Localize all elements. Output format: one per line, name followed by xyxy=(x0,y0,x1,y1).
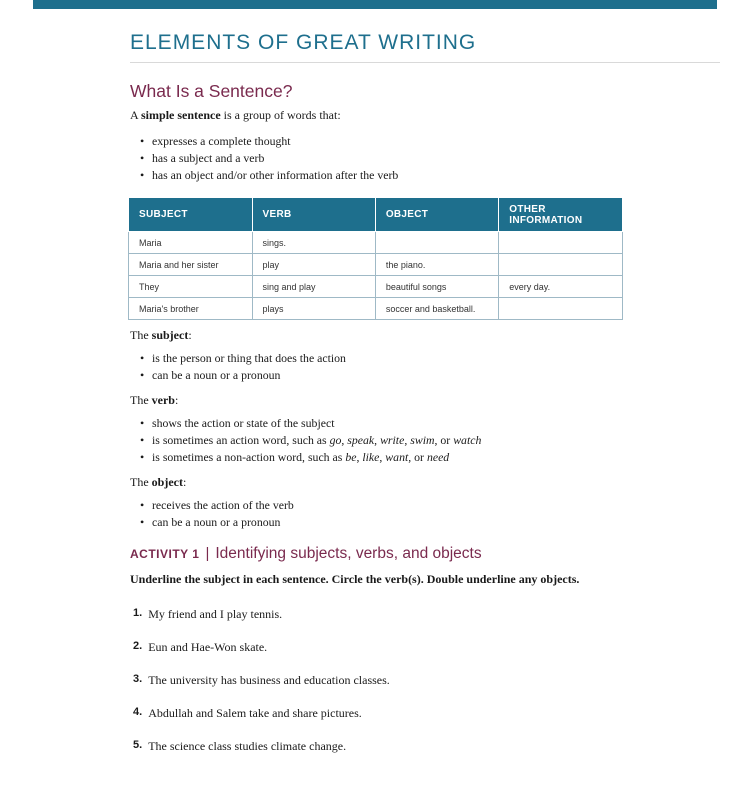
example-word: be xyxy=(345,450,357,464)
exercise-text: Abdullah and Salem take and share pictures. xyxy=(148,706,362,720)
example-word: speak xyxy=(347,433,375,447)
exercise-number: 2. xyxy=(133,640,143,652)
table-cell: plays xyxy=(252,298,375,320)
example-word: watch xyxy=(453,433,482,447)
exercise-text: The science class studies climate change. xyxy=(148,739,347,753)
list-item: • can be a noun or a pronoun xyxy=(140,367,346,384)
list-item: • is sometimes a non-action word, such as be, like, want, or need xyxy=(140,449,481,466)
label-post: : xyxy=(188,328,192,342)
example-word: want xyxy=(385,450,409,464)
object-label xyxy=(130,475,186,490)
label-pre: The xyxy=(130,328,152,342)
intro-pre: A xyxy=(130,108,142,122)
exercise-number: 1. xyxy=(133,607,143,619)
table-row xyxy=(129,254,623,276)
table-cell xyxy=(499,254,623,276)
exercise-number: 4. xyxy=(133,706,143,718)
activity-title: Identifying subjects, verbs, and objects xyxy=(215,545,482,562)
label-pre: The xyxy=(130,393,152,407)
example-word: like xyxy=(362,450,380,464)
page-title: ELEMENTS OF GREAT WRITING xyxy=(130,31,477,54)
exercise-number: 5. xyxy=(133,739,143,751)
subject-label xyxy=(130,328,192,343)
list-item: • shows the action or state of the subject xyxy=(140,415,481,432)
sentence-parts-table xyxy=(128,197,623,320)
example-word: go xyxy=(329,433,342,447)
exercise-text: Eun and Hae-Won skate. xyxy=(148,640,268,654)
list-item: • can be a noun or a pronoun xyxy=(140,514,294,531)
exercise-text: The university has business and education classes. xyxy=(148,673,390,687)
example-word: swim xyxy=(410,433,435,447)
exercise-item xyxy=(133,706,362,721)
table-cell: the piano. xyxy=(375,254,498,276)
table-cell: Maria's brother xyxy=(129,298,253,320)
activity-heading xyxy=(130,545,482,563)
table-cell: soccer and basketball. xyxy=(375,298,498,320)
header-verb: VERB xyxy=(252,198,375,232)
table-cell: sings. xyxy=(252,232,375,254)
table-row xyxy=(129,232,623,254)
list-item: • has an object and/or other information after the verb xyxy=(140,167,398,184)
table-cell: Maria and her sister xyxy=(129,254,253,276)
sentence-bullet-list xyxy=(140,133,398,184)
intro-text xyxy=(130,108,341,123)
header-object: OBJECT xyxy=(375,198,498,232)
verb-label xyxy=(130,393,178,408)
header-other-information: OTHER INFORMATION xyxy=(499,198,623,232)
exercise-item xyxy=(133,607,282,622)
exercise-text: My friend and I play tennis. xyxy=(148,607,283,621)
list-item: • receives the action of the verb xyxy=(140,497,294,514)
exercise-item xyxy=(133,739,346,754)
activity-instructions: Underline the subject in each sentence. Circle the verb(s). Double underline any objects. xyxy=(130,572,580,586)
title-divider xyxy=(130,62,720,63)
verb-bullet-list xyxy=(140,415,481,466)
table-header-row xyxy=(129,198,623,232)
exercise-number: 3. xyxy=(133,673,143,685)
header-subject: SUBJECT xyxy=(129,198,253,232)
subject-bullet-list xyxy=(140,350,346,384)
label-bold: verb xyxy=(151,393,175,407)
intro-post: is a group of words that: xyxy=(220,108,341,122)
table-cell: beautiful songs xyxy=(375,276,498,298)
bullet-text: is sometimes an action word, such as xyxy=(152,433,330,447)
table-cell: every day. xyxy=(499,276,623,298)
intro-bold: simple sentence xyxy=(141,108,221,122)
section-heading: What Is a Sentence? xyxy=(130,81,293,101)
activity-separator: | xyxy=(205,545,210,562)
label-pre: The xyxy=(130,475,152,489)
label-bold: subject xyxy=(151,328,189,342)
table-cell: They xyxy=(129,276,253,298)
example-word: write xyxy=(380,433,405,447)
list-item: • is sometimes an action word, such as go, speak, write, swim, or watch xyxy=(140,432,481,449)
list-item: • has a subject and a verb xyxy=(140,150,398,167)
example-word: need xyxy=(426,450,450,464)
bullet-text: is sometimes a non-action word, such as xyxy=(152,450,346,464)
list-item: • is the person or thing that does the action xyxy=(140,350,346,367)
table-cell xyxy=(499,232,623,254)
table-row xyxy=(129,298,623,320)
object-bullet-list xyxy=(140,497,294,531)
table-row xyxy=(129,276,623,298)
table-cell: Maria xyxy=(129,232,253,254)
top-color-bar xyxy=(33,0,717,9)
table-cell: play xyxy=(252,254,375,276)
exercise-item xyxy=(133,640,267,655)
table-cell: sing and play xyxy=(252,276,375,298)
label-bold: object xyxy=(151,475,183,489)
table-cell xyxy=(375,232,498,254)
label-post: : xyxy=(182,475,187,489)
label-post: : xyxy=(174,393,179,407)
activity-label: ACTIVITY 1 xyxy=(130,547,200,561)
table-cell xyxy=(499,298,623,320)
list-item: • expresses a complete thought xyxy=(140,133,398,150)
exercise-item xyxy=(133,673,390,688)
